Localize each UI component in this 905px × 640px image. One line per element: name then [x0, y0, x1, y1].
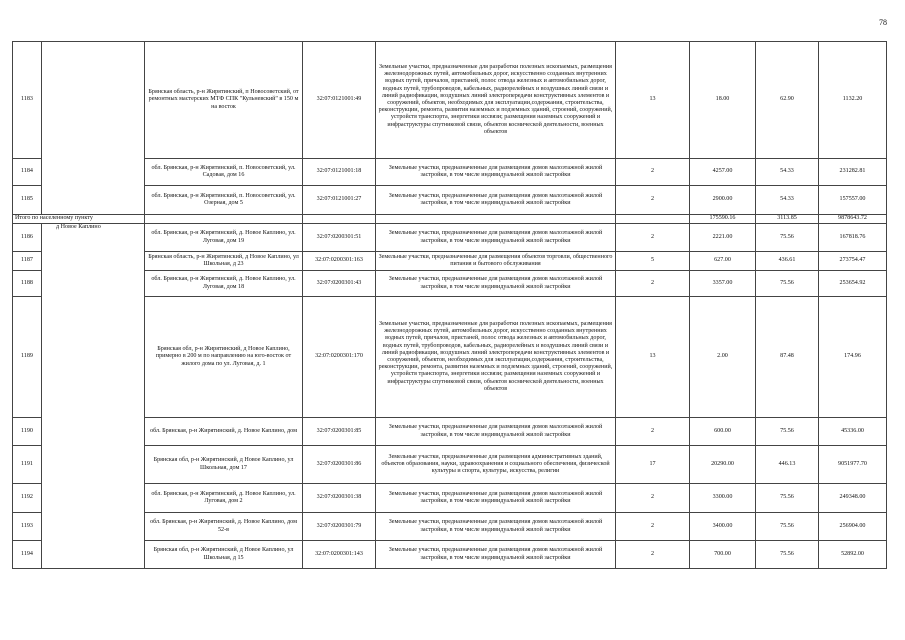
table-row [13, 252, 887, 271]
total-value: 9878643.72 [819, 215, 887, 224]
page-number: 78 [879, 18, 887, 27]
row-number: 1192 [13, 484, 42, 513]
use-code: 2 [616, 186, 690, 215]
use-code: 2 [616, 541, 690, 569]
table-row [13, 541, 887, 569]
table-body [13, 42, 887, 569]
land-use-cell: Земельные участки, предназначенные для размещения домов малоэтажной жилой застройки, в том числе индивидуальной жилой застройки [376, 418, 616, 446]
address-cell: обл. Брянская, р-н Жирятинский, д. Новое Каплино, ул. Луговая, дом 19 [145, 224, 303, 252]
value-cell: 45336.00 [819, 418, 887, 446]
value-cell: 167818.76 [819, 224, 887, 252]
table-row [13, 42, 887, 159]
table-row [13, 513, 887, 541]
row-number: 1189 [13, 297, 42, 418]
use-code: 2 [616, 271, 690, 297]
value-cell: 249348.00 [819, 484, 887, 513]
use-code: 2 [616, 418, 690, 446]
use-code: 2 [616, 513, 690, 541]
area-cell: 2900.00 [690, 186, 756, 215]
table-row [13, 271, 887, 297]
empty-cell [616, 215, 690, 224]
area-cell: 3357.00 [690, 271, 756, 297]
value-cell: 1132.20 [819, 42, 887, 159]
area-cell: 20290.00 [690, 446, 756, 484]
use-code: 17 [616, 446, 690, 484]
land-use-cell: Земельные участки, предназначенные для размещения объектов торговли, общественного питания и бытового обслуживания [376, 252, 616, 271]
area-cell: 2.00 [690, 297, 756, 418]
land-use-cell: Земельные участки, предназначенные для размещения административных зданий, объектов образования, науки, здравоохранения и социального обеспечения, физической культуры и спорта, культуры, искусства, религии [376, 446, 616, 484]
area-cell: 700.00 [690, 541, 756, 569]
cadastral-number: 32:07:0121001:49 [303, 42, 376, 159]
land-use-cell: Земельные участки, предназначенные для размещения домов малоэтажной жилой застройки, в том числе индивидуальной жилой застройки [376, 541, 616, 569]
address-cell: обл. Брянская, р-н Жирятинский, д. Новое Каплино, ул. Луговая, дом 2 [145, 484, 303, 513]
value-cell: 174.96 [819, 297, 887, 418]
cadastral-number: 32:07:0200301:170 [303, 297, 376, 418]
cadastral-number: 32:07:0200301:86 [303, 446, 376, 484]
rate-cell: 75.56 [756, 513, 819, 541]
cadastral-number: 32:07:0200301:43 [303, 271, 376, 297]
cadastral-number: 32:07:0200301:85 [303, 418, 376, 446]
rate-cell: 436.61 [756, 252, 819, 271]
row-number: 1183 [13, 42, 42, 159]
cadastral-number: 32:07:0121001:18 [303, 159, 376, 186]
address-cell: обл. Брянская, р-н Жирятинский, д. Новое Каплино, дом [145, 418, 303, 446]
value-cell: 231282.81 [819, 159, 887, 186]
cadastral-number: 32:07:0121001:27 [303, 186, 376, 215]
land-use-cell: Земельные участки, предназначенные для размещения домов малоэтажной жилой застройки, в том числе индивидуальной жилой застройки [376, 513, 616, 541]
table-row [13, 418, 887, 446]
row-number: 1190 [13, 418, 42, 446]
row-number: 1188 [13, 271, 42, 297]
area-cell: 3300.00 [690, 484, 756, 513]
row-number: 1184 [13, 159, 42, 186]
address-cell: Брянская область, р-н Жирятинский, д Новое Каплино, ул Школьная, д 23 [145, 252, 303, 271]
settlement-name: д Новое Каплино [42, 224, 145, 569]
address-cell: Брянская обл, р-н Жирятинский, д Новое Каплино, ул Школьная, дом 17 [145, 446, 303, 484]
value-cell: 157557.00 [819, 186, 887, 215]
table-row [13, 159, 887, 186]
rate-cell: 54.33 [756, 186, 819, 215]
cadastral-number: 32:07:0200301:79 [303, 513, 376, 541]
area-cell: 600.00 [690, 418, 756, 446]
rate-cell: 446.13 [756, 446, 819, 484]
address-cell: обл. Брянская, р-н Жирятинский, д. Новое Каплино, ул. Луговая, дом 18 [145, 271, 303, 297]
address-cell: обл. Брянская, р-н Жирятинский, п. Новосоветский, ул. Озерная, дом 5 [145, 186, 303, 215]
table-row [13, 297, 887, 418]
row-number: 1191 [13, 446, 42, 484]
area-cell: 3400.00 [690, 513, 756, 541]
use-code: 5 [616, 252, 690, 271]
land-use-cell: Земельные участки, предназначенные для разработки полезных ископаемых, размещения железнодорожных путей, автомобильных дорог, искусственно созданных внутренних водных путей, причалов, пристаней, полос отвода железных и автомобильных дорог, водных путей, трубопроводов, кабельных, радиорелейных и воздушных линий связи и линий радиофикации, воздушных линий электропередачи конструктивных элементов и сооружений, объектов, необходимых для эксплуатации,содержания, строительства, реконструкции, ремонта, развития наземных и подземных зданий, строений, сооружений, устройств транспорта, энергетики иссвязи; размещения наземных сооружений и инфраструктуры спутниковой связи, объектов космической деятельности, военных объектов [376, 297, 616, 418]
land-use-cell: Земельные участки, предназначенные для размещения домов малоэтажной жилой застройки, в том числе индивидуальной жилой застройки [376, 484, 616, 513]
rate-cell: 75.56 [756, 418, 819, 446]
table-row [13, 224, 887, 252]
rate-cell: 75.56 [756, 541, 819, 569]
land-registry-table [12, 41, 887, 569]
area-cell: 18.00 [690, 42, 756, 159]
rate-cell: 87.48 [756, 297, 819, 418]
area-cell: 4257.00 [690, 159, 756, 186]
cadastral-number: 32:07:0200301:163 [303, 252, 376, 271]
cadastral-number: 32:07:0200301:143 [303, 541, 376, 569]
address-cell: обл. Брянская, р-н Жирятинский, д. Новое Каплино, дом 52-в [145, 513, 303, 541]
rate-cell: 75.56 [756, 271, 819, 297]
land-use-cell: Земельные участки, предназначенные для размещения домов малоэтажной жилой застройки, в том числе индивидуальной жилой застройки [376, 224, 616, 252]
row-number: 1194 [13, 541, 42, 569]
table-row [13, 186, 887, 215]
row-number: 1193 [13, 513, 42, 541]
value-cell: 256904.00 [819, 513, 887, 541]
row-number: 1186 [13, 224, 42, 252]
table-row [13, 484, 887, 513]
value-cell: 9051977.70 [819, 446, 887, 484]
area-cell: 627.00 [690, 252, 756, 271]
empty-cell [145, 215, 303, 224]
rate-cell: 62.90 [756, 42, 819, 159]
use-code: 13 [616, 297, 690, 418]
total-label: Итого по населенному пункту [13, 215, 145, 224]
empty-cell [376, 215, 616, 224]
total-area: 175590.16 [690, 215, 756, 224]
cadastral-number: 32:07:0200301:51 [303, 224, 376, 252]
address-cell: Брянская обл, р-н Жирятинский, д Новое Каплино, ул Школьная, д 15 [145, 541, 303, 569]
land-use-cell: Земельные участки, предназначенные для размещения домов малоэтажной жилой застройки, в том числе индивидуальной жилой застройки [376, 186, 616, 215]
row-number: 1187 [13, 252, 42, 271]
use-code: 13 [616, 42, 690, 159]
row-number: 1185 [13, 186, 42, 215]
address-cell: обл. Брянская, р-н Жирятинский, п. Новосоветский, ул. Садовая, дом 16 [145, 159, 303, 186]
land-use-cell: Земельные участки, предназначенные для размещения домов малоэтажной жилой застройки, в том числе индивидуальной жилой застройки [376, 271, 616, 297]
value-cell: 273754.47 [819, 252, 887, 271]
rate-cell: 75.56 [756, 484, 819, 513]
settlement-total-row [13, 215, 887, 224]
value-cell: 52892.00 [819, 541, 887, 569]
address-cell: Брянская область, р-н Жирятинский, п Новосоветский, от ремонтных мастерских МТФ СПК "Кульневский" в 150 м на восток [145, 42, 303, 159]
value-cell: 253654.92 [819, 271, 887, 297]
rate-cell: 75.56 [756, 224, 819, 252]
cadastral-number: 32:07:0200301:38 [303, 484, 376, 513]
address-cell: Брянская обл, р-н Жирятинский, д Новое Каплино, примерно в 200 м по направлению на юго-восток от жилого дома по ул. Луговая, д. 1 [145, 297, 303, 418]
total-rate: 3113.85 [756, 215, 819, 224]
land-use-cell: Земельные участки, предназначенные для размещения домов малоэтажной жилой застройки, в том числе индивидуальной жилой застройки [376, 159, 616, 186]
use-code: 2 [616, 159, 690, 186]
empty-cell [303, 215, 376, 224]
use-code: 2 [616, 484, 690, 513]
use-code: 2 [616, 224, 690, 252]
settlement-name-empty [42, 42, 145, 215]
table-row [13, 446, 887, 484]
land-use-cell: Земельные участки, предназначенные для разработки полезных ископаемых, размещения железнодорожных путей, автомобильных дорог, искусственно созданных внутренних водных путей, причалов, пристаней, полос отвода железных и автомобильных дорог, водных путей, трубопроводов, кабельных, радиорелейных и воздушных линий связи и линий радиофикации, воздушных линий электропередачи конструктивных элементов и сооружений, объектов, необходимых для эксплуатации,содержания, строительства, реконструкции, ремонта, развития наземных и подземных зданий, строений, сооружений, устройств транспорта, энергетики иссвязи; размещения наземных сооружений и инфраструктуры спутниковой связи, объектов космической деятельности, военных объектов [376, 42, 616, 159]
area-cell: 2221.00 [690, 224, 756, 252]
rate-cell: 54.33 [756, 159, 819, 186]
